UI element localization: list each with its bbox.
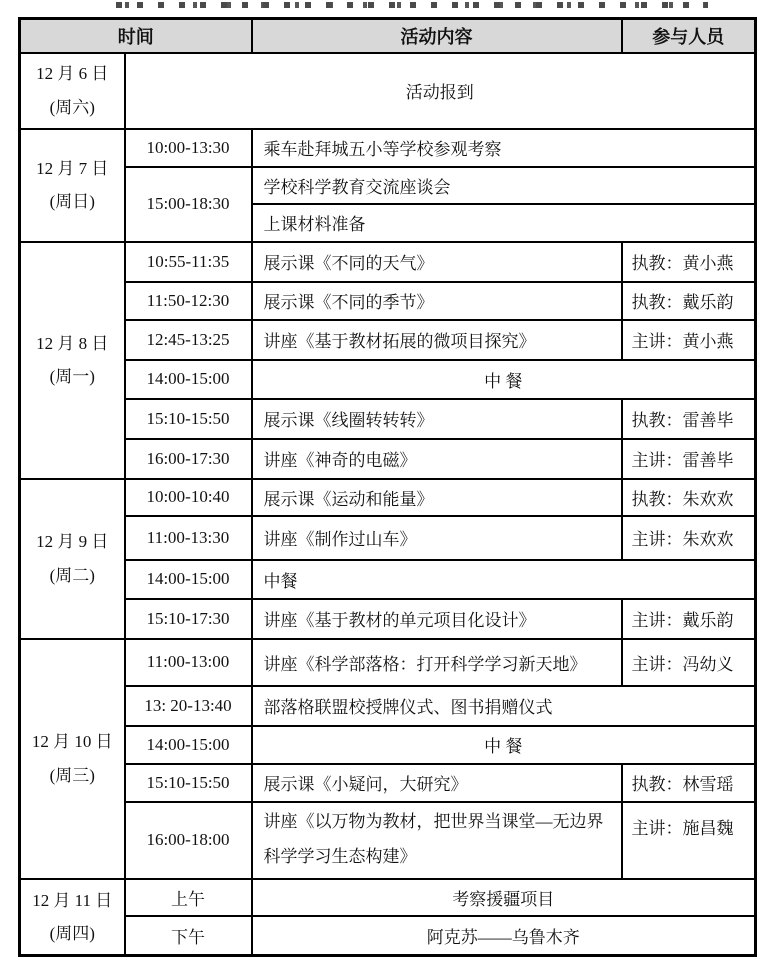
activity-cell: 上课材料准备	[252, 204, 756, 242]
date-label: 12 月 11 日	[32, 890, 113, 910]
table-row	[20, 439, 756, 479]
time-cell: 16:00-17:30	[125, 439, 252, 479]
table-row	[20, 879, 756, 916]
activity-cell: 讲座《以万物为教材，把世界当课堂—无边界科学学习生态构建》	[252, 802, 622, 879]
participant-cell: 执教：戴乐韵	[622, 282, 756, 320]
weekday-label: (周二)	[49, 565, 95, 585]
table-row	[20, 639, 756, 686]
table-row	[20, 516, 756, 560]
time-cell: 15:00-18:30	[125, 167, 252, 242]
header-time: 时间	[20, 19, 252, 53]
participant-cell: 主讲：朱欢欢	[622, 516, 756, 560]
participant-cell: 主讲：施昌魏	[622, 802, 756, 879]
activity-cell: 展示课《不同的天气》	[252, 242, 622, 282]
table-row	[20, 320, 756, 360]
activity-cell: 讲座《科学部落格：打开科学学习新天地》	[252, 639, 622, 686]
weekday-label: (周四)	[49, 923, 95, 943]
time-cell: 下午	[125, 916, 252, 956]
time-cell: 10:55-11:35	[125, 242, 252, 282]
table-row	[20, 129, 756, 167]
date-cell-dec8	[20, 242, 125, 479]
activity-cell: 阿克苏——乌鲁木齐	[252, 916, 756, 956]
schedule-table	[18, 17, 757, 957]
activity-cell: 中餐	[252, 560, 756, 599]
time-cell: 15:10-15:50	[125, 399, 252, 439]
time-cell: 15:10-17:30	[125, 599, 252, 639]
activity-cell: 活动报到	[125, 53, 756, 129]
date-label: 12 月 8 日	[36, 333, 109, 353]
date-cell-dec6	[20, 53, 125, 129]
date-label: 12 月 9 日	[36, 532, 109, 552]
time-cell: 14:00-15:00	[125, 560, 252, 599]
participant-cell: 执教：黄小燕	[622, 242, 756, 282]
time-cell: 11:00-13:30	[125, 516, 252, 560]
date-cell-dec11	[20, 879, 125, 956]
date-cell-dec7	[20, 129, 125, 242]
time-cell: 11:50-12:30	[125, 282, 252, 320]
table-row	[20, 282, 756, 320]
participant-cell: 主讲：黄小燕	[622, 320, 756, 360]
activity-cell: 乘车赴拜城五小等学校参观考察	[252, 129, 756, 167]
time-cell: 13: 20-13:40	[125, 686, 252, 726]
participant-cell: 执教：朱欢欢	[622, 479, 756, 516]
participant-cell: 主讲：冯幼义	[622, 639, 756, 686]
activity-cell: 中 餐	[252, 726, 756, 764]
date-label: 12 月 7 日	[36, 158, 109, 178]
participant-cell: 主讲：戴乐韵	[622, 599, 756, 639]
activity-cell: 展示课《运动和能量》	[252, 479, 622, 516]
time-cell: 14:00-15:00	[125, 360, 252, 399]
time-cell: 15:10-15:50	[125, 764, 252, 802]
activity-cell: 中 餐	[252, 360, 756, 399]
date-label: 12 月 10 日	[31, 732, 113, 752]
table-row	[20, 399, 756, 439]
table-row	[20, 764, 756, 802]
activity-cell: 讲座《基于教材拓展的微项目探究》	[252, 320, 622, 360]
table-row	[20, 802, 756, 879]
weekday-label: (周六)	[49, 97, 95, 117]
activity-cell: 讲座《神奇的电磁》	[252, 439, 622, 479]
time-cell: 12:45-13:25	[125, 320, 252, 360]
time-cell: 10:00-13:30	[125, 129, 252, 167]
participant-cell: 主讲：雷善毕	[622, 439, 756, 479]
activity-cell: 学校科学教育交流座谈会	[252, 167, 756, 204]
weekday-label: (周日)	[49, 192, 95, 211]
activity-cell: 讲座《基于教材的单元项目化设计》	[252, 599, 622, 639]
activity-cell: 部落格联盟校授牌仪式、图书捐赠仪式	[252, 686, 756, 726]
activity-cell: 展示课《线圈转转转》	[252, 399, 622, 439]
table-row	[20, 167, 756, 204]
table-row	[20, 916, 756, 956]
table-row	[20, 360, 756, 399]
date-cell-dec9	[20, 479, 125, 639]
time-cell: 10:00-10:40	[125, 479, 252, 516]
time-cell: 上午	[125, 879, 252, 916]
activity-cell: 展示课《不同的季节》	[252, 282, 622, 320]
table-row	[20, 242, 756, 282]
activity-cell: 考察援疆项目	[252, 879, 756, 916]
table-header-row	[20, 19, 756, 53]
time-cell: 14:00-15:00	[125, 726, 252, 764]
table-row	[20, 479, 756, 516]
table-row	[20, 560, 756, 599]
activity-cell: 展示课《小疑问，大研究》	[252, 764, 622, 802]
table-row	[20, 726, 756, 764]
table-row	[20, 53, 756, 129]
date-cell-dec10	[20, 639, 125, 879]
weekday-label: (周三)	[49, 765, 95, 785]
table-row	[20, 686, 756, 726]
time-cell: 11:00-13:00	[125, 639, 252, 686]
time-cell: 16:00-18:00	[125, 802, 252, 879]
table-row	[20, 599, 756, 639]
header-content: 活动内容	[252, 19, 622, 53]
activity-cell: 讲座《制作过山车》	[252, 516, 622, 560]
header-participants: 参与人员	[622, 19, 756, 53]
weekday-label: (周一)	[49, 367, 95, 386]
participant-cell: 执教：林雪瑶	[622, 764, 756, 802]
date-label: 12 月 6 日	[36, 64, 109, 84]
clipped-title-fragments	[116, 2, 708, 8]
participant-cell: 执教：雷善毕	[622, 399, 756, 439]
